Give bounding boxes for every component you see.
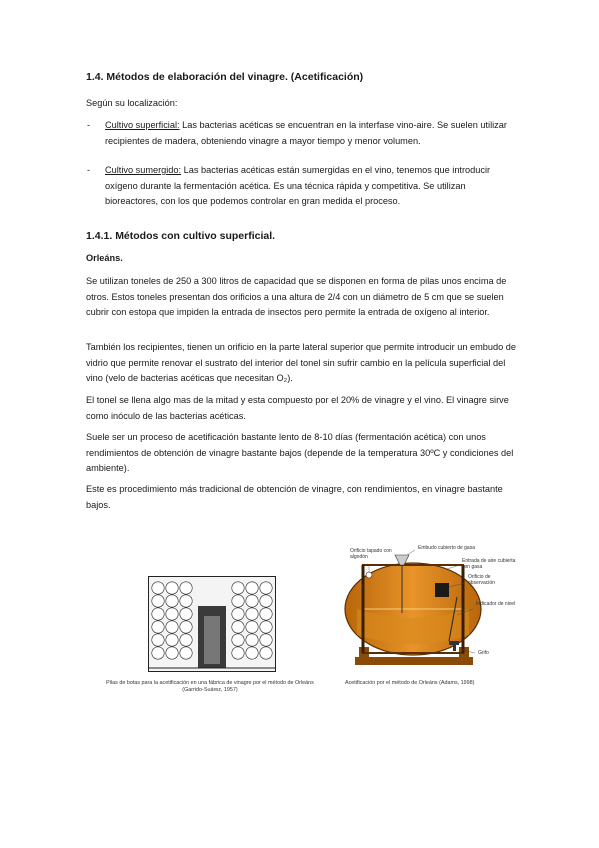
- barrel-end: [180, 647, 192, 659]
- barrel-end: [246, 621, 258, 633]
- barrel-end: [166, 582, 178, 594]
- barrel-end: [180, 634, 192, 646]
- barrel-end: [260, 647, 272, 659]
- intro-text: Según su localización:: [86, 98, 178, 108]
- barrel-label-level: Indicador de nivel: [476, 601, 516, 607]
- barrel-end: [180, 582, 192, 594]
- barrel-end: [246, 647, 258, 659]
- list-item: [87, 118, 517, 149]
- barrel-end: [260, 582, 272, 594]
- barrel-label-air-entry: Entrada de aire cubierta con gasa: [462, 558, 516, 570]
- barrel-end: [260, 595, 272, 607]
- barrel-end: [232, 621, 244, 633]
- barrel-end: [152, 647, 164, 659]
- list-term: Cultivo sumergido:: [105, 165, 182, 175]
- barrel-end: [232, 595, 244, 607]
- barrel-label-spigot: Grifo: [478, 650, 489, 656]
- barrel-end: [152, 634, 164, 646]
- list-item: [87, 163, 517, 210]
- barrel-end: [152, 608, 164, 620]
- barrel-label-funnel: Embudo cubierto de gasa: [418, 545, 475, 551]
- barrel-stacks-figure: [148, 576, 276, 672]
- section-heading: 1.4. Métodos de elaboración del vinagre. (Acetificación): [86, 71, 364, 83]
- barrel-end: [152, 582, 164, 594]
- figure-right-caption: Acetificación por el método de Orleáns (Adams, 1998): [345, 680, 475, 686]
- barrel-end: [166, 621, 178, 633]
- barrel-end: [260, 608, 272, 620]
- barrel-end: [166, 595, 178, 607]
- barrel-end: [152, 621, 164, 633]
- barrel-end: [166, 634, 178, 646]
- barrel-end: [246, 608, 258, 620]
- barrel-end: [180, 595, 192, 607]
- barrel-end: [152, 595, 164, 607]
- method-heading: Orleáns.: [86, 253, 123, 263]
- barrel-end: [232, 608, 244, 620]
- barrel-end: [166, 647, 178, 659]
- barrel-end: [180, 621, 192, 633]
- barrel-label-observation: Orificio de observación: [468, 574, 495, 586]
- barrel-end: [232, 582, 244, 594]
- bullet-dash: -: [87, 120, 91, 130]
- barrel-end: [260, 634, 272, 646]
- paragraph: Este es procedimiento más tradicional de obtención de vinagre, con rendimientos, en vinagre bastante bajos.: [86, 484, 503, 510]
- paragraph: Suele ser un proceso de acetificación bastante lento de 8-10 días (fermentación acética) con unos rendimientos de obtención de vinagre bastante bajos (depende de la temperatura 30ºC y condiciones del ambiente).: [86, 432, 514, 473]
- list-text: Las bacterias acéticas están sumergidas en el vino, tenemos que introducir oxígeno durante la fermentación acética. Es una técnica rápida y competitiva. Se utilizan bioreactores, con los que podemos controlar en gran medida el proceso.: [105, 165, 491, 206]
- barrel-end: [246, 634, 258, 646]
- barrel-end: [166, 608, 178, 620]
- barrel-end: [232, 647, 244, 659]
- barrel-end: [260, 621, 272, 633]
- list-text: Las bacterias acéticas se encuentran en la interfase vino-aire. Se suelen utilizar recipientes de madera, obteniendo vinagre a mayor tiempo y menor volumen.: [105, 120, 507, 146]
- barrel-end: [232, 634, 244, 646]
- paragraph: El tonel se llena algo mas de la mitad y esta compuesto por el 20% de vinagre y el vino. El vinagre sirve como inóculo de las bacterias acéticas.: [86, 395, 509, 421]
- barrel-end: [180, 608, 192, 620]
- bullet-dash: -: [87, 165, 91, 175]
- barrel-end: [246, 595, 258, 607]
- subsection-heading: 1.4.1. Métodos con cultivo superficial.: [86, 230, 276, 242]
- figure-left-source: (Garrido-Suárez, 1957): [182, 687, 238, 693]
- list-term: Cultivo superficial:: [105, 120, 180, 130]
- paragraph: Se utilizan toneles de 250 a 300 litros de capacidad que se disponen en forma de pilas unos encima de otros. Estos toneles presentan dos orificios a una altura de 2/4 con un diámetro de 5 cm que se suelen cubrir con estopa que impiden la entrada de insectos pero permite la entrada de oxígeno al interior.: [86, 276, 507, 317]
- barrel-end: [246, 582, 258, 594]
- figure-left-caption: Pilas de botas para la acetificación en una fábrica de vinagre por el método de Orleáns: [106, 680, 314, 686]
- barrel-label-cotton-hole: Orificio tapado con algodón: [350, 548, 392, 560]
- paragraph: También los recipientes, tienen un orificio en la parte lateral superior que permite introducir un embudo de vidrio que permite renovar el sustrato del interior del tonel sin sufrir cambio en la película superficial del vino (velo de bacterias acéticas que necesitan O₂).: [86, 342, 517, 383]
